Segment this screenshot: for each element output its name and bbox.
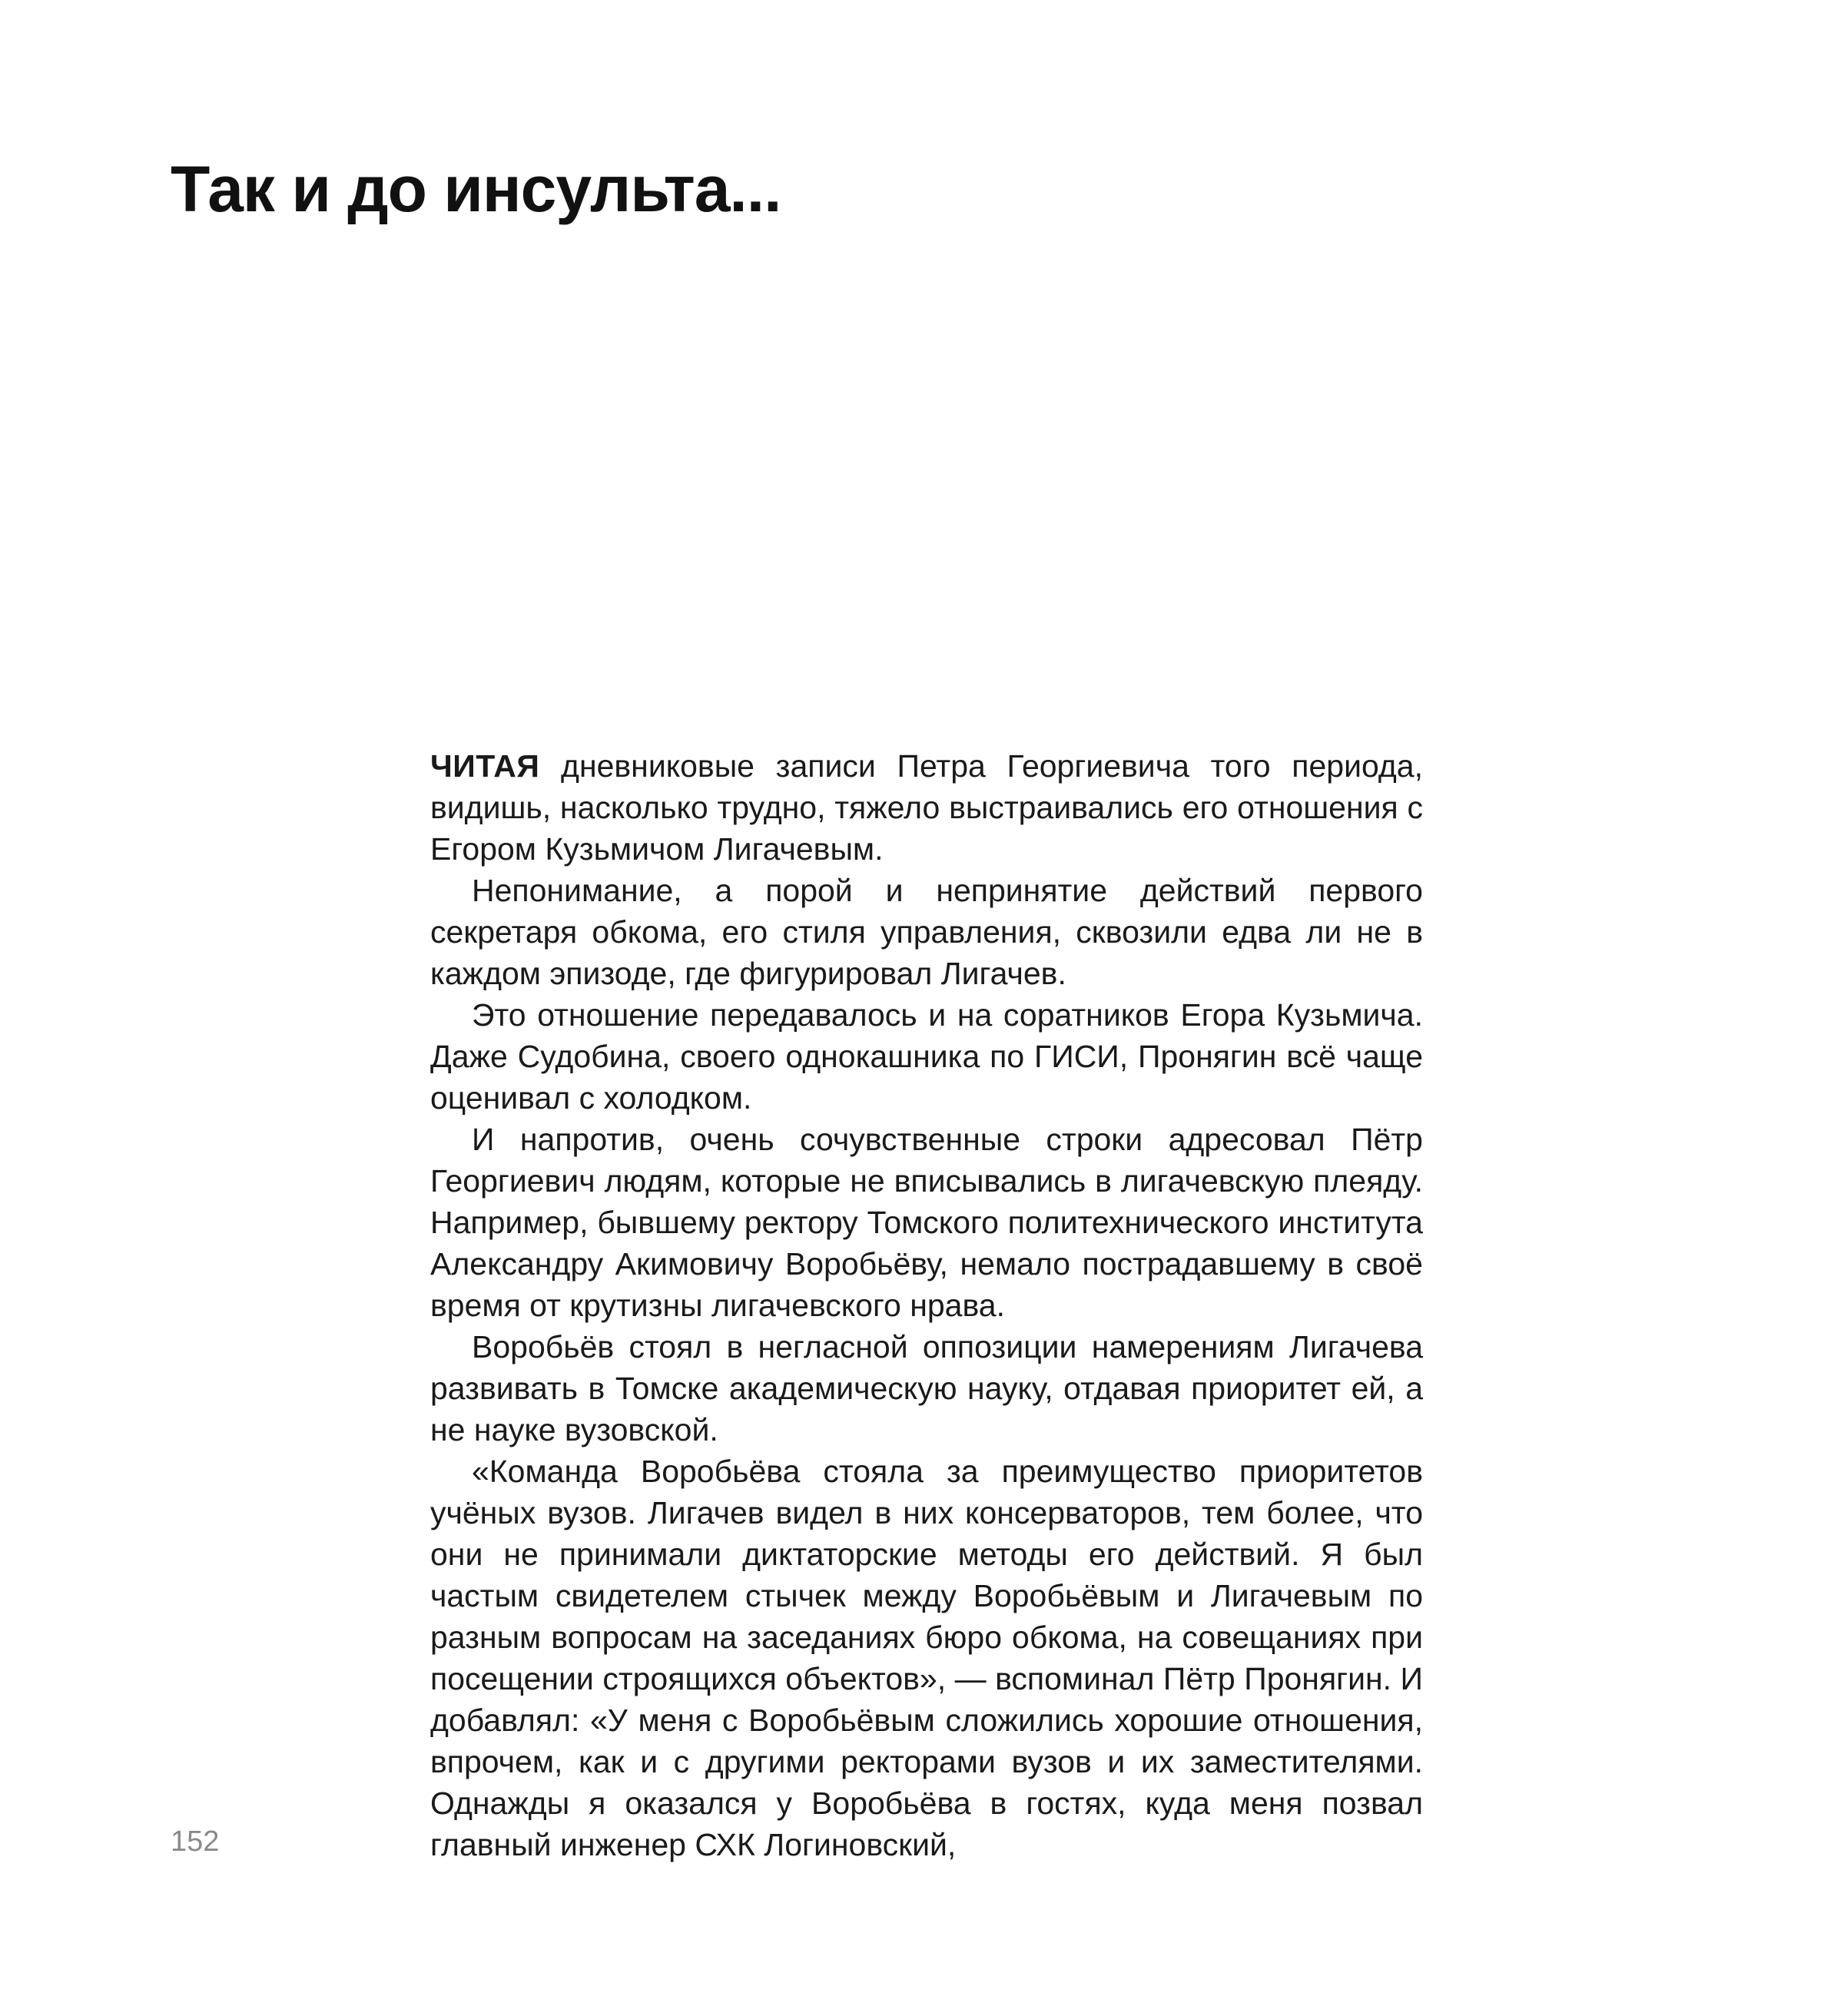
lead-in-word: ЧИТАЯ bbox=[430, 748, 540, 784]
paragraph-4: И напротив, очень сочувственные строки адресовал Пётр Георгиевич людям, которые не вписывались в лигачевскую плеяду. Например, бывшему ректору Томского политехнического института Александру Акимовичу Воробьёву, немало пострадавшему в своё время от крутизны лигачевского нрава. bbox=[430, 1122, 1423, 1323]
paragraph-2: Непонимание, а порой и непринятие действий первого секретаря обкома, его стиля управления, сквозили едва ли не в каждом эпизоде, где фигурировал Лигачев. bbox=[430, 873, 1423, 991]
body-text bbox=[430, 745, 1423, 1865]
paragraph-5: Воробьёв стоял в негласной оппозиции намерениям Лигачева развивать в Томске академическую науку, отдавая приоритет ей, а не науке вузовской. bbox=[430, 1329, 1423, 1447]
paragraph-1 bbox=[430, 745, 1423, 870]
paragraph-6: «Команда Воробьёва стояла за преимущество приоритетов учёных вузов. Лигачев видел в них консерваторов, тем более, что они не принимали диктаторские методы его действий. Я был частым свидетелем стычек между Воробьёвым и Лигачевым по разным вопросам на заседаниях бюро обкома, на совещаниях при посещении строящихся объектов», — вспоминал Пётр Пронягин. И добавлял: «У меня с Воробьёвым сложились хорошие отношения, впрочем, как и с другими ректорами вузов и их заместителями. Однажды я оказался у Воробьёва в гостях, куда меня позвал главный инженер СХК Логиновский, bbox=[430, 1454, 1423, 1862]
chapter-title: Так и до инсульта... bbox=[171, 153, 781, 225]
paragraph-1-text: дневниковые записи Петра Георгиевича того периода, видишь, насколько трудно, тяжело выстраивались его отношения с Егором Кузьмичом Лигачевым. bbox=[430, 748, 1423, 867]
paragraph-3: Это отношение передавалось и на соратников Егора Кузьмича. Даже Судобина, своего однокашника по ГИСИ, Пронягин всё чаще оценивал с холодком. bbox=[430, 997, 1423, 1116]
page-number: 152 bbox=[171, 1825, 220, 1858]
